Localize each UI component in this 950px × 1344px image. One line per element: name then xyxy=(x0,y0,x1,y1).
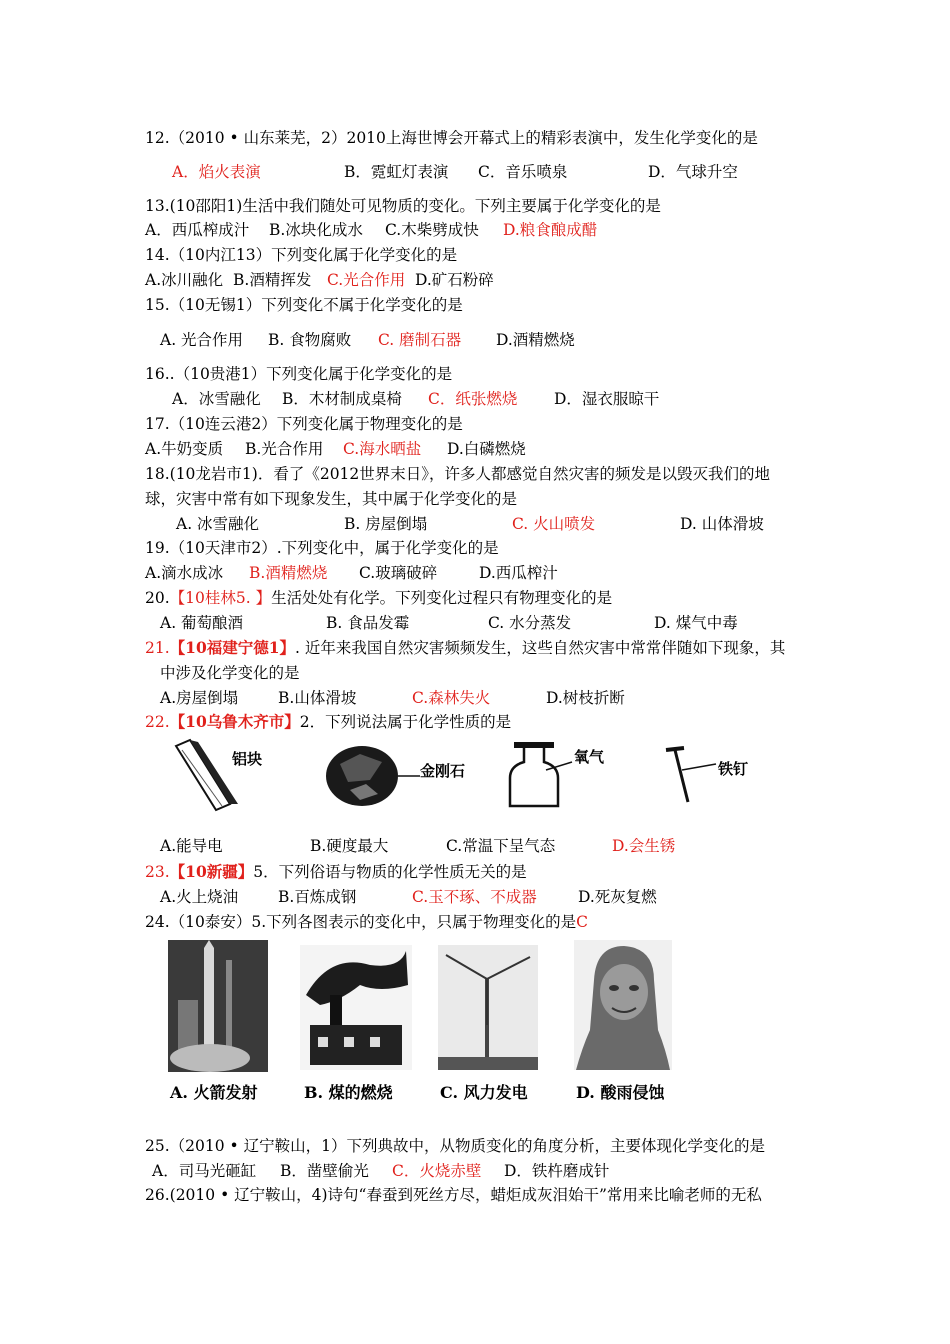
q22-stem-text: 2．下列说法属于化学性质的是 xyxy=(299,713,512,731)
q14-option-c: C.光合作用 xyxy=(327,271,406,289)
q16-option-c: C．纸张燃烧 xyxy=(428,390,518,408)
q18-stem-line1: 18.(10龙岩市1)．看了《2012世界末日》，许多人都感觉自然灾害的频发是以毁灭我们的地 xyxy=(145,465,771,483)
oxygen-label: 氧气 xyxy=(574,748,605,766)
q21-option-b: B.山体滑坡 xyxy=(278,689,357,707)
q12-option-c: C．音乐喷泉 xyxy=(478,163,568,181)
q14-option-a: A.冰川融化 xyxy=(145,271,224,289)
q22-number: 22. xyxy=(145,713,170,731)
q18-stem-line2: 球，灾害中常有如下现象发生，其中属于化学变化的是 xyxy=(145,490,518,508)
q17-option-d: D.白磷燃烧 xyxy=(447,440,526,458)
q16-option-b: B．木材制成桌椅 xyxy=(282,390,402,408)
q20-stem xyxy=(145,588,612,608)
q18-option-b: B. 房屋倒塌 xyxy=(344,515,428,533)
q16-stem: 16..（10贵港1）下列变化属于化学变化的是 xyxy=(145,365,453,383)
q23-option-a: A.火上烧油 xyxy=(160,888,239,906)
q20-source-tag: 【10桂林5. 】 xyxy=(169,589,272,607)
q20-stem-text: 生活处处有化学。下列变化过程只有物理变化的是 xyxy=(271,589,613,607)
q13-option-b: B.冰块化成水 xyxy=(269,221,363,239)
q21-source-tag: 【10福建宁德1】 xyxy=(169,638,296,657)
acid-rain-statue-image xyxy=(574,940,672,1070)
rocket-launch-caption: A. 火箭发射 xyxy=(170,1083,258,1102)
q24-stem xyxy=(145,912,588,932)
q20-option-b: B. 食品发霉 xyxy=(326,614,410,632)
q17-stem: 17.（10连云港2）下列变化属于物理变化的是 xyxy=(145,415,463,433)
q21-option-c: C.森林失火 xyxy=(412,689,491,707)
coal-burning-caption: B. 煤的燃烧 xyxy=(304,1083,393,1102)
q23-source-tag: 【10新疆】 xyxy=(169,862,254,881)
q13-option-a: A．西瓜榨成汁 xyxy=(145,221,250,239)
q22-option-b: B.硬度最大 xyxy=(310,837,389,855)
q12-option-b: B．霓虹灯表演 xyxy=(344,163,449,181)
q20-number: 20. xyxy=(145,589,170,607)
q12-stem: 12.（2010 • 山东莱芜，2）2010上海世博会开幕式上的精彩表演中，发生化学变化的是 xyxy=(145,129,758,147)
q14-option-d: D.矿石粉碎 xyxy=(415,271,494,289)
q21-option-d: D.树枝折断 xyxy=(546,689,625,707)
q15-stem: 15.（10无锡1）下列变化不属于化学变化的是 xyxy=(145,296,463,314)
q22-option-a: A.能导电 xyxy=(160,837,223,855)
q13-option-c: C.木柴劈成快 xyxy=(385,221,479,239)
q23-number: 23. xyxy=(145,863,170,881)
diamond-label: 金刚石 xyxy=(420,762,466,780)
q14-stem: 14.（10内江13）下列变化属于化学变化的是 xyxy=(145,246,458,264)
q16-option-d: D．湿衣服晾干 xyxy=(554,390,660,408)
q24-answer: C xyxy=(576,913,589,931)
q18-option-c: C. 火山喷发 xyxy=(512,515,596,533)
q13-stem: 13.(10邵阳1)生活中我们随处可见物质的变化。下列主要属于化学变化的是 xyxy=(145,197,661,215)
q12-option-d: D．气球升空 xyxy=(648,163,738,181)
q18-option-a: A. 冰雪融化 xyxy=(176,515,260,533)
q21-option-a: A.房屋倒塌 xyxy=(160,689,239,707)
q22-stem xyxy=(145,712,511,732)
q21-stem-line2: 中涉及化学变化的是 xyxy=(160,664,300,682)
q18-option-d: D. 山体滑坡 xyxy=(680,515,764,533)
q26-stem: 26.(2010 • 辽宁鞍山，4)诗句“春蚕到死丝方尽，蜡炬成灰泪始干”常用来比喻老师的无私 xyxy=(145,1186,762,1204)
q25-option-c: C．火烧赤壁 xyxy=(392,1162,482,1180)
q21-stem-line1 xyxy=(145,638,785,658)
q19-option-c: C.玻璃破碎 xyxy=(359,564,438,582)
q17-option-a: A.牛奶变质 xyxy=(145,440,224,458)
q19-stem: 19.（10天津市2）.下列变化中，属于化学变化的是 xyxy=(145,539,499,557)
q15-option-a: A. 光合作用 xyxy=(160,331,244,349)
coal-burning-image xyxy=(300,945,412,1070)
q23-option-c: C.玉不琢、不成器 xyxy=(412,888,537,906)
q25-option-b: B．凿壁偷光 xyxy=(280,1162,369,1180)
q20-option-a: A. 葡萄酿酒 xyxy=(160,614,244,632)
aluminum-block-label: 铝块 xyxy=(232,750,263,768)
q25-option-a: A．司马光砸缸 xyxy=(152,1162,257,1180)
q12-option-a: A．焰火表演 xyxy=(172,163,261,181)
q25-stem: 25.（2010 • 辽宁鞍山，1）下列典故中，从物质变化的角度分析，主要体现化学变化的是 xyxy=(145,1137,765,1155)
q19-option-d: D.西瓜榨汁 xyxy=(479,564,558,582)
q20-option-d: D. 煤气中毒 xyxy=(654,614,738,632)
q17-option-c: C.海水晒盐 xyxy=(343,440,422,458)
q15-option-d: D.酒精燃烧 xyxy=(496,331,575,349)
q21-stem-text: . 近年来我国自然灾害频频发生，这些自然灾害中常常伴随如下现象，其 xyxy=(295,639,786,657)
q21-number: 21. xyxy=(145,639,170,657)
q23-option-d: D.死灰复燃 xyxy=(578,888,657,906)
q15-option-b: B. 食物腐败 xyxy=(268,331,352,349)
q22-option-d: D.会生锈 xyxy=(612,837,676,855)
q15-option-c: C. 磨制石器 xyxy=(378,331,462,349)
wind-power-caption: C. 风力发电 xyxy=(440,1083,528,1102)
q24-stem-text: 24.（10泰安）5.下列各图表示的变化中，只属于物理变化的是 xyxy=(145,913,577,931)
q23-option-b: B.百炼成钢 xyxy=(278,888,357,906)
diamond-image xyxy=(320,740,430,812)
q23-stem-text: 5．下列俗语与物质的化学性质无关的是 xyxy=(253,863,527,881)
q13-option-d: D.粮食酿成醋 xyxy=(503,221,598,239)
wind-power-image xyxy=(438,945,538,1070)
q16-option-a: A．冰雪融化 xyxy=(172,390,261,408)
q19-option-b: B.酒精燃烧 xyxy=(249,564,328,582)
q19-option-a: A.滴水成冰 xyxy=(145,564,224,582)
q23-stem xyxy=(145,862,527,882)
acid-rain-caption: D. 酸雨侵蚀 xyxy=(576,1083,665,1102)
q22-option-c: C.常温下呈气态 xyxy=(446,837,556,855)
q25-option-d: D．铁杵磨成针 xyxy=(504,1162,610,1180)
rocket-launch-image xyxy=(168,940,268,1072)
q17-option-b: B.光合作用 xyxy=(245,440,324,458)
q22-source-tag: 【10乌鲁木齐市】 xyxy=(169,712,300,731)
iron-nail-label: 铁钉 xyxy=(718,760,749,778)
q20-option-c: C. 水分蒸发 xyxy=(488,614,572,632)
q14-option-b: B.酒精挥发 xyxy=(233,271,312,289)
